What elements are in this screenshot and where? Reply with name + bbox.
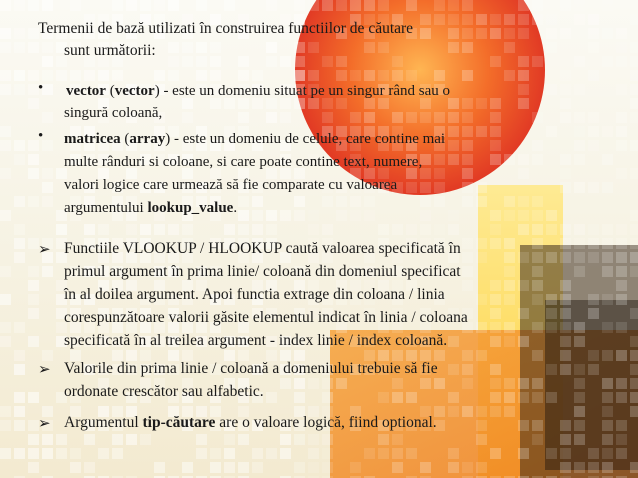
matrix-line-4 [64, 197, 237, 219]
bullet-dot: • [38, 80, 44, 96]
sorted-line-1: Valorile din prima linie / coloană a domeniului trebuie să fie [64, 360, 438, 377]
tip-cautare-term: tip-căutare [142, 414, 216, 431]
matrix-def: - este un domeniu de celule, care contine mai [170, 131, 446, 147]
intro-line-2: sunt următorii: [64, 42, 156, 59]
vlookup-line-5: specificată în al treilea argument - index linie / index coloană. [64, 332, 448, 349]
arg-post: are o valoare logică, fiind optional. [215, 414, 437, 431]
sorted-line-2: ordonate crescător sau alfabetic. [64, 383, 264, 400]
arrow-bullet: ➢ [38, 360, 51, 378]
vector-term: vector [66, 83, 106, 99]
vlookup-line-4: corespunzătoare valorii găsite elementul indicat în linia / coloana [64, 309, 468, 326]
vector-line-2: singură coloană, [64, 105, 163, 121]
vlookup-line-3: în al doilea argument. Apoi functia extrage din coloana / linia [64, 286, 445, 303]
lookup-value-term: lookup_value [147, 200, 234, 216]
arg-pre: Argumentul [64, 414, 143, 431]
matrix-line-2: multe rânduri si coloane, si care poate contine text, numere, [64, 154, 423, 170]
matrix-line-1: matricea (array) - este un domeniu de celule, care contine mai [64, 131, 446, 147]
arrow-bullet: ➢ [38, 414, 51, 432]
arrow-bullet: ➢ [38, 240, 51, 258]
bullet-dot: • [38, 128, 44, 144]
vector-term-paren: vector [114, 83, 155, 99]
vector-line-1: vector (vector) - este un domeniu situat pe un singur rând sau o [66, 83, 451, 99]
matrix-line-4-pre: argumentului [64, 200, 148, 216]
matrix-term: matricea [64, 131, 121, 147]
matrix-line-4-post: . [233, 200, 238, 216]
vlookup-line-1: Functiile VLOOKUP / HLOOKUP caută valoarea specificată în [64, 240, 461, 257]
vector-def: - este un domeniu situat pe un singur rând sau o [159, 83, 451, 99]
vlookup-line-2: primul argument în prima linie/ coloană din domeniul specificat [64, 263, 461, 280]
intro-line-1: Termenii de bază utilizati în construirea functiilor de căutare [38, 20, 414, 37]
matrix-term-paren: array [129, 131, 166, 147]
arg-line [64, 412, 437, 434]
matrix-line-3: valori logice care urmează să fie comparate cu valoarea [64, 177, 398, 193]
